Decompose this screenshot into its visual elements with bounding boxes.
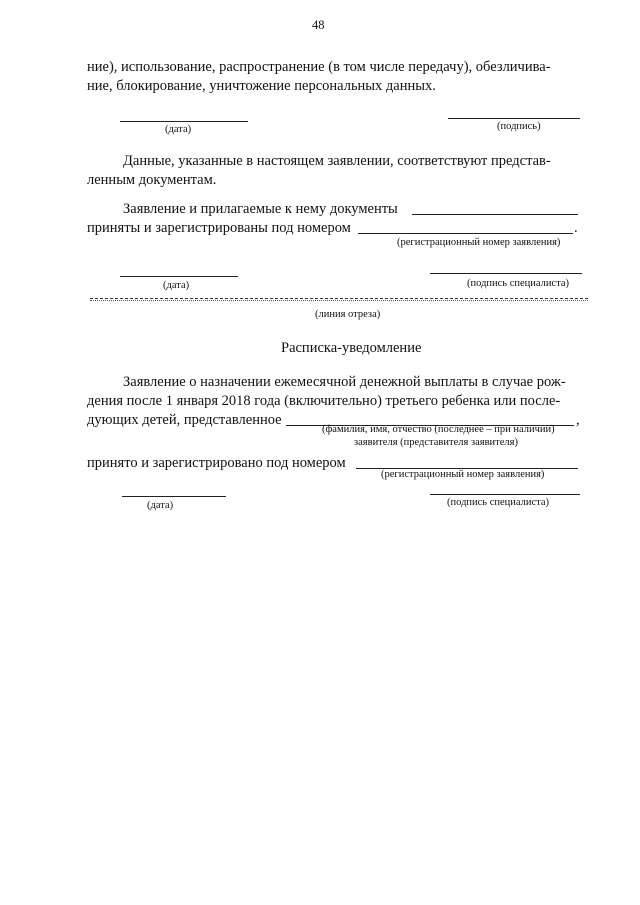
registration-line-end: . — [574, 220, 578, 236]
receipt-signature-line — [430, 494, 580, 495]
receipt-line-3-end: , — [576, 412, 580, 428]
applicant-hint-1: (фамилия, имя, отчество (последнее – при наличии) — [322, 424, 555, 435]
cut-line-label: (линия отреза) — [315, 309, 381, 320]
receipt-date-label: (дата) — [147, 500, 174, 511]
receipt-title: Расписка-уведомление — [281, 340, 422, 356]
registration-number-line — [358, 233, 573, 234]
date-line-2 — [120, 276, 238, 277]
receipt-number-hint: (регистрационный номер заявления) — [381, 469, 545, 480]
registration-line-1: Заявление и прилагаемые к нему документы — [123, 201, 398, 217]
signature-line-2 — [430, 273, 582, 274]
registration-line-2: приняты и зарегистрированы под номером — [87, 220, 351, 236]
date-line-1 — [120, 121, 248, 122]
consent-line-1: ние), использование, распространение (в том числе передачу), обезличива- — [87, 59, 551, 75]
confirm-line-2: ленным документам. — [87, 172, 217, 188]
signature-label-2: (подпись специалиста) — [467, 278, 570, 289]
receipt-line-4: принято и зарегистрировано под номером — [87, 455, 346, 471]
date-label-1: (дата) — [165, 124, 192, 135]
applicant-hint-2: заявителя (представителя заявителя) — [354, 437, 518, 448]
signature-line-1 — [448, 118, 580, 119]
cut-line-shadow — [90, 300, 588, 301]
confirm-line-1: Данные, указанные в настоящем заявлении, соответствуют представ- — [123, 153, 551, 169]
receipt-line-2: дения после 1 января 2018 года (включительно) третьего ребенка или после- — [87, 393, 561, 409]
registration-number-hint: (регистрационный номер заявления) — [397, 237, 561, 248]
receipt-date-line — [122, 496, 226, 497]
cut-line — [90, 298, 588, 299]
receipt-line-1: Заявление о назначении ежемесячной денежной выплаты в случае рож- — [123, 374, 566, 390]
page-number: 48 — [312, 18, 325, 32]
consent-line-2: ние, блокирование, уничтожение персональных данных. — [87, 78, 436, 94]
receipt-signature-label: (подпись специалиста) — [447, 497, 550, 508]
receipt-line-3: дующих детей, представленное — [87, 412, 282, 428]
documents-fill-line — [412, 214, 578, 215]
signature-label-1: (подпись) — [497, 121, 541, 132]
date-label-2: (дата) — [163, 280, 190, 291]
